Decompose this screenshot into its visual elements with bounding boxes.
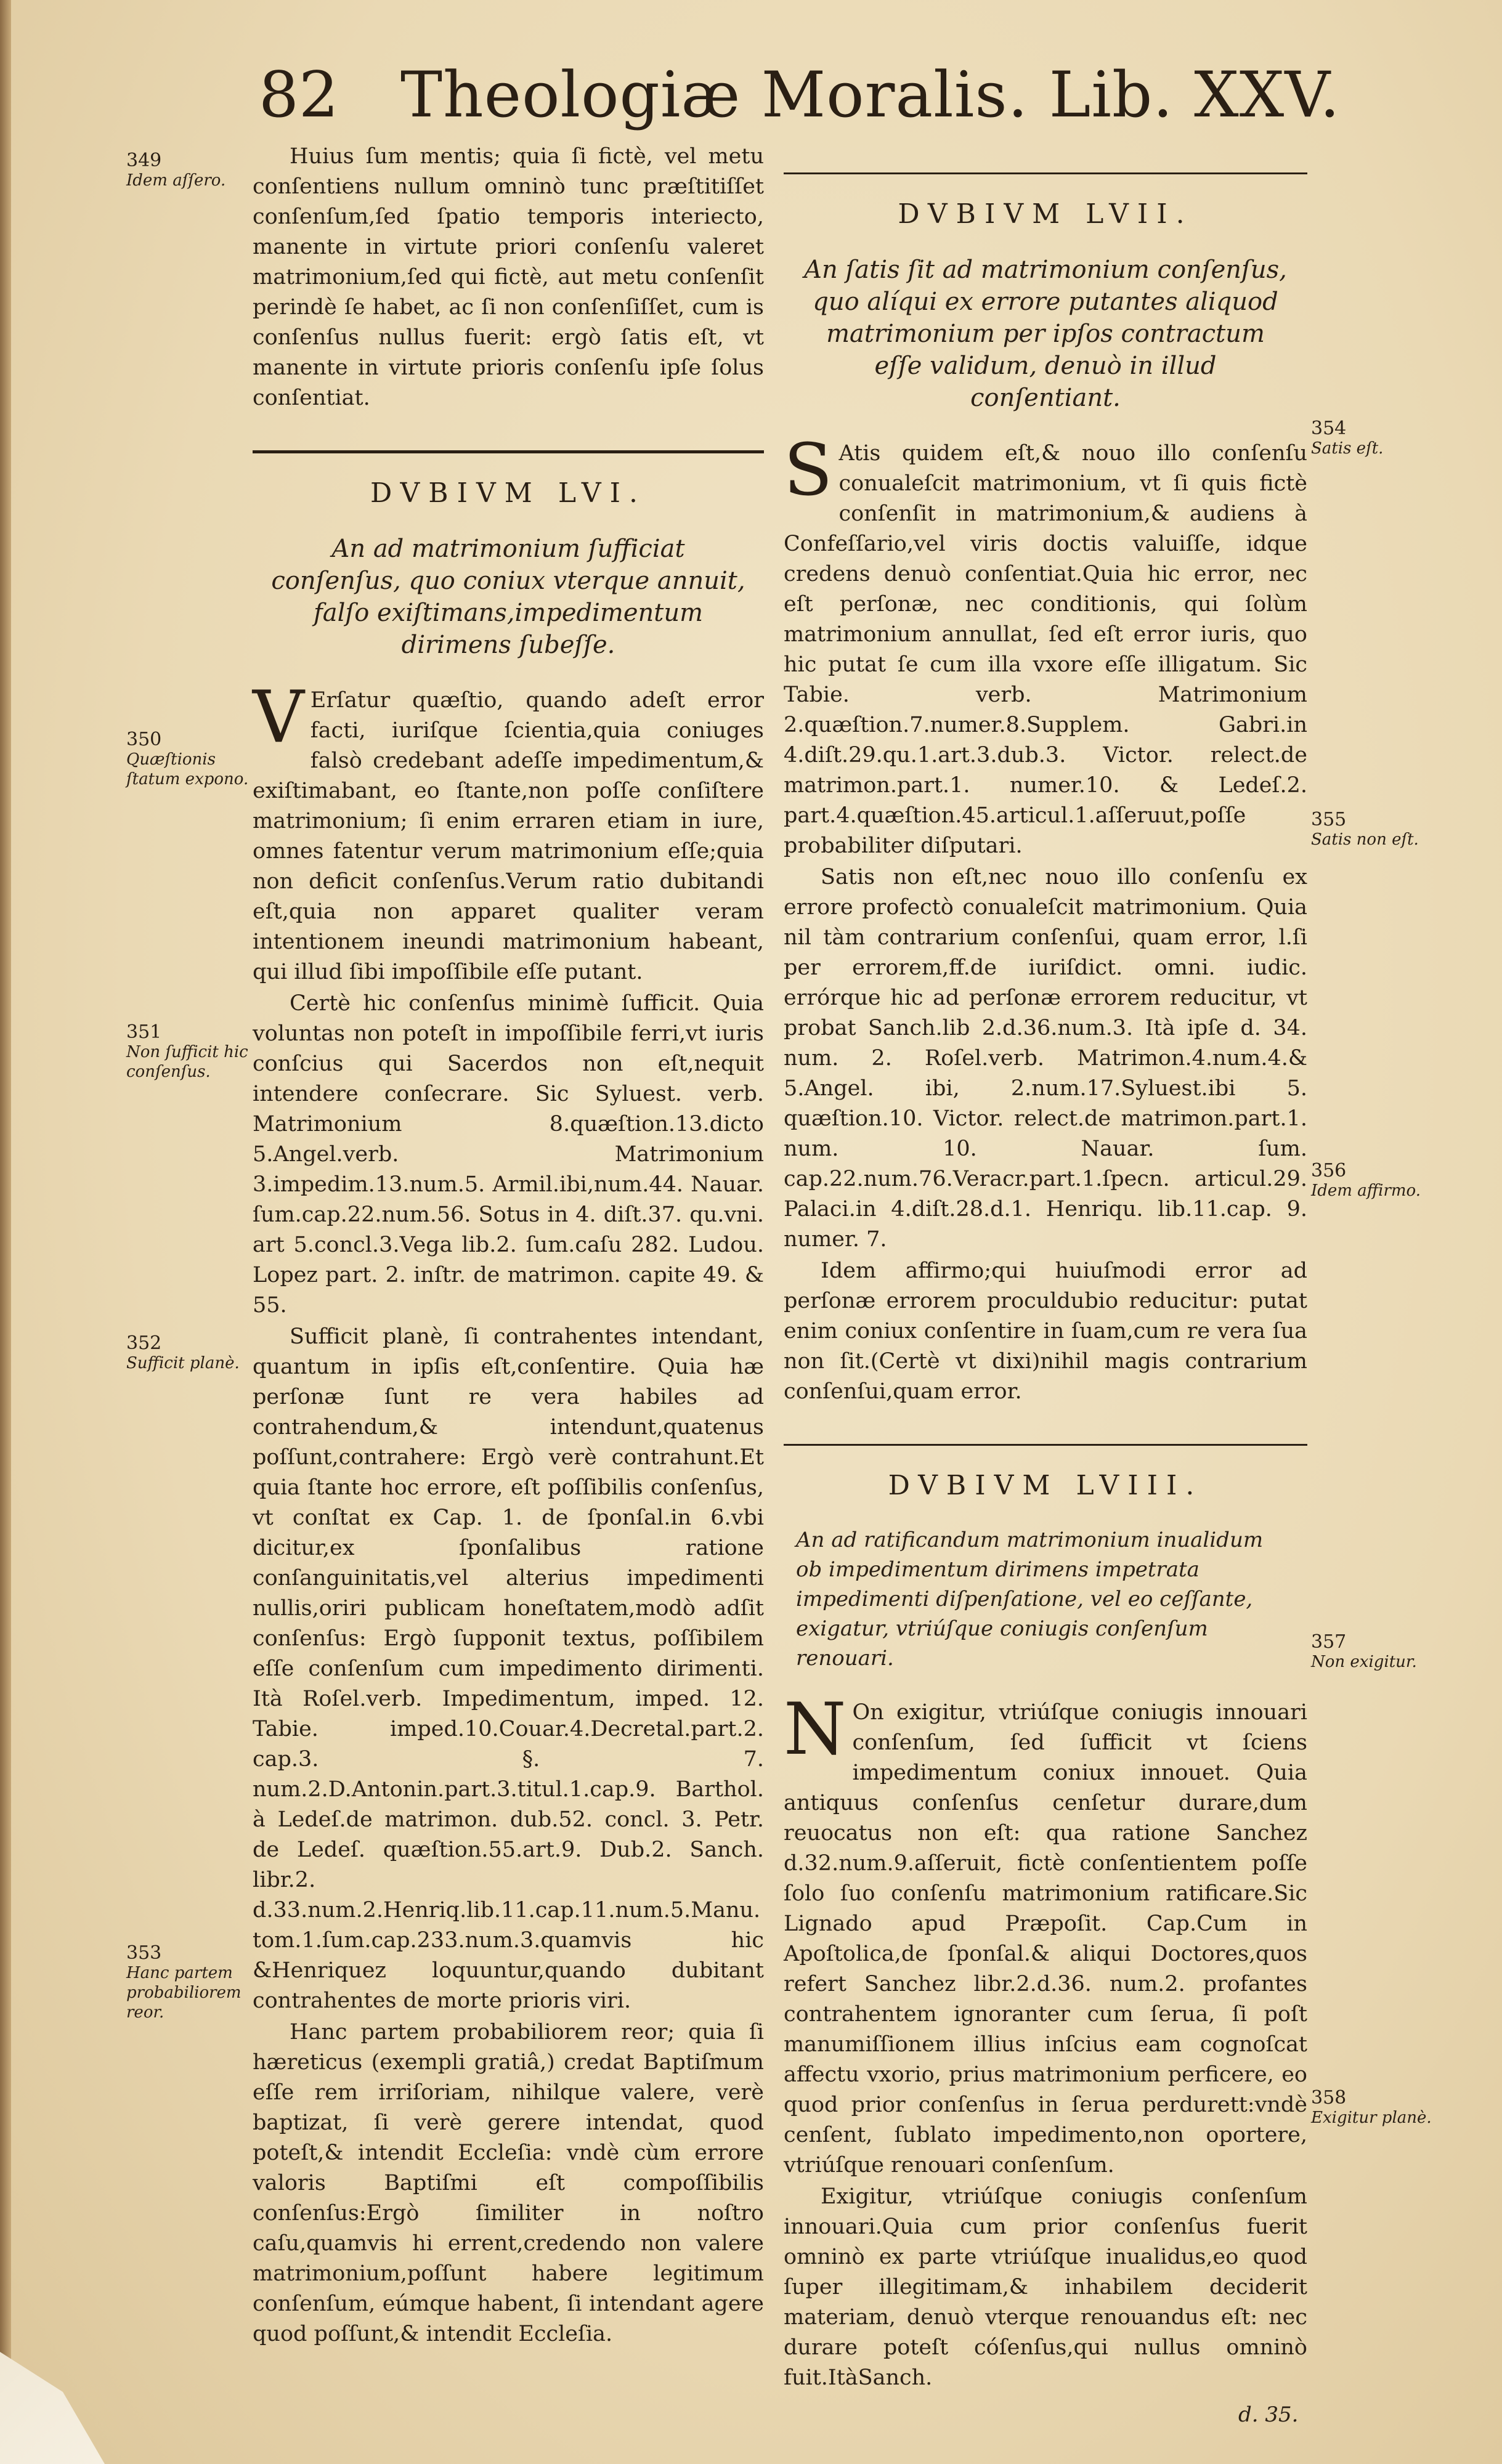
paragraph-352: Sufficit planè, ſi contrahentes intendant, quantum in ipſis eſt,conſentire. Quia hæ perſonæ ſunt re vera habiles ad contrahendum,& intendunt,quatenus poſſunt,contrahere: Ergò verè contrahunt.Et quia ſtante hoc errore, eſt poſſibilis conſenſus, vt conſtat ex Cap. 1. de ſponſal.in 6.vbi dicitur,ex ſponſalibus ratione conſanguinitatis,vel alterius impedimenti nullis,oriri publicam honeſtatem,modò adſit conſenſus: Ergò ſupponit textus, poſſibilem eſſe conſenſum cum impedimento dirimenti. Ità Roſel.verb. Impedimentum, imped. 12. Tabie. imped.10.Couar.4.Decretal.part.2. cap.3. §. 7. num.2.D.Antonin.part.3.titul.1.cap.9. Barthol. à Ledeſ.de matrimon. dub.52. concl. 3. Petr. de Ledeſ. quæſtion.55.art.9. Dub.2. Sanch. libr.2. d.33.num.2.Henriq.lib.11.cap.11.num.5.Manu. tom.1.ſum.cap.233.num.3.quamvis hic &Henriquez loquuntur,quando dubitant contrahentes de morte prioris viri. — [253, 1324, 764, 2013]
page-number: 82 — [259, 59, 339, 132]
paragraph-353: Hanc partem probabiliorem reor; quia ſi hæreticus (exempli gratiâ,) credat Baptiſmum eſſe rem irriſoriam, nihilque valere, verè baptizat, ſi verè gerere intendat, quod poteſt,& intendit Eccleſia: vndè cùm errore valoris Baptiſmi eſt compoſſibilis conſenſus:Ergò ſimiliter in noſtro caſu,quamvis hi errent,credendo non valere matrimonium,poſſunt habere legitimum conſenſum, eúmque habent, ſi intendant agere quod poſſunt,& intendit Eccleſia. — [253, 2020, 764, 2346]
left-column — [253, 142, 764, 2351]
dubium-56-heading: DVBIVM LVI. — [370, 477, 646, 509]
drop-cap: V — [253, 676, 304, 759]
margin-note-354: 354 Satis eſt. — [1311, 418, 1384, 458]
margin-note-352: 352 Sufficit planè. — [126, 1332, 240, 1372]
paragraph-358: Exigitur, vtriúſque coniugis conſenſum innouari.Quia cum prior conſenſus fuerit omninò ex parte vtriúſque inualidus,eo quod ſuper illegitimam,& inhabilem deciderit materiam, denuò vterque renouandus eſt: nec durare poteſt cóſenſus,qui nullus omninò fuit.ItàSanch. — [784, 2184, 1307, 2390]
margin-note-355: 355 Satis non eſt. — [1311, 809, 1419, 849]
dubium-57-question: An ſatis ſit ad matrimonium conſenſus, quo alíqui ex errore putantes aliquod matrimonium per ipſos contractum eſſe validum, denuò in illud conſentiant. — [804, 256, 1287, 412]
paragraph-355: Satis non eſt,nec nouo illo conſenſu ex errore profectò conualeſcit matrimonium. Quia nil tàm contrarium conſenſui, quam error, l.ſi per errorem,ff.de iuriſdict. omni. iudic. errórque hic ad perſonæ errorem reducitur, vt probat Sanch.lib 2.d.36.num.3. Ità ipſe d. 34. num. 2. Roſel.verb. Matrimon.4.num.4.& 5.Angel. ibi, 2.num.17.Syluest.ibi 5. quæſtion.10. Victor. relect.de matrimon.part.1. num. 10. Nauar. ſum. cap.22.num.76.Veracr.part.1.ſpecn. articul.29. Palaci.in 4.diſt.28.d.1. Henriqu. lib.11.cap. 9. numer. 7. — [784, 865, 1307, 1252]
margin-note-357: 357 Non exigitur. — [1311, 1631, 1417, 1671]
page-header — [259, 59, 1341, 139]
paragraph-351: Certè hic conſenſus minimè ſufficit. Quia voluntas non poteſt in impoſſibile ferri,vt iuris conſcius qui Sacerdos non eſt,nequit intendere conſecrare. Sic Syluest. verb. Matrimonium 8.quæſtion.13.dicto 5.Angel.verb. Matrimonium 3.impedim.13.num.5. Armil.ibi,num.44. Nauar. ſum.cap.22.num.56. Sotus in 4. diſt.37. qu.vni. art 5.concl.3.Vega lib.2. ſum.caſu 282. Ludou. Lopez part. 2. inſtr. de matrimon. capite 49. & 55. — [253, 991, 764, 1318]
dubium-56-question: An ad matrimonium ſufficiat conſenſus, quo coniux vterque annuit, falſo exiſtimans,impedimentum dirimens ſubeſſe. — [271, 535, 745, 659]
paragraph-354: S Atis quidem eſt,& nouo illo conſenſu conualeſcit matrimonium, vt ſi quis fictè conſenſit in matrimonium,& audiens à Confeſſario,vel viris doctis valuiſſe, idque credens denuò conſentiat.Quia hic error, nec eſt perſonæ, nec conditionis, qui ſolùm matrimonium annullat, ſed eſt error iuris, quo hic putat ſe cum illa vxore eſſe illigatum. Sic Tabie. verb. Matrimonium 2.quæſtion.7.numer.8.Supplem. Gabri.in 4.diſt.29.qu.1.art.3.dub.3. Victor. relect.de matrimon.part.1. numer.10. & Ledeſ.2. part.4.quæſtion.45.articul.1.aſſeruut,poſſe probabiliter diſputari. — [784, 429, 1307, 858]
section-rule — [253, 450, 764, 453]
margin-note-358: 358 Exigitur planè. — [1311, 2087, 1432, 2127]
book-binding-edge — [0, 0, 11, 2464]
drop-cap: N — [784, 1688, 846, 1771]
catchword: d. 35. — [1238, 2402, 1299, 2427]
torn-corner — [0, 2304, 105, 2464]
dubium-58-heading: DVBIVM LVIII. — [888, 1470, 1203, 1501]
right-column — [784, 154, 1307, 2394]
running-title: Theologiæ Moralis. Lib. XXV. — [400, 59, 1341, 132]
paragraph-349: Huius ſum mentis; quia ſi fictè, vel metu conſentiens nullum omninò tunc præſtitiſſet conſenſum,ſed ſpatio temporis interiecto, manente in virtute priori conſenſu valeret matrimonium,ſed qui fictè, aut metu conſenſit perindè ſe habet, ac ſi non conſenſiſſet, cum is conſenſus nullus fuerit: ergò ſatis eſt, vt manente in virtute prioris conſenſu ipſe ſolus conſentiat. — [253, 144, 764, 410]
drop-cap: S — [784, 429, 833, 512]
dubium-58-question: An ad ratificandum matrimonium inualidum ob impedimentum dirimens impetrata impedimenti diſpenſatione, vel eo ceſſante, exigatur, vtriúſque coniugis conſenſum renouari. — [796, 1528, 1264, 1671]
margin-note-350: 350 Quæſtionis ſtatum expono. — [126, 729, 249, 788]
margin-note-349: 349 Idem aſſero. — [126, 150, 226, 190]
margin-note-356: 356 Idem affirmo. — [1311, 1160, 1421, 1200]
dubium-57-heading: DVBIVM LVII. — [898, 198, 1193, 230]
paragraph-356: Idem affirmo;qui huiuſmodi error ad perſonæ errorem proculdubio reducitur: putat enim coniux conſentire in ſuam,cum re vera ſua non ſit.(Certè vt dixi)nihil magis contrarium conſenſui,quam error. — [784, 1258, 1307, 1404]
paragraph-357: N On exigitur, vtriúſque coniugis innouari conſenſum, ſed ſufficit vt ſciens impedimentum coniux innouet. Quia antiquus conſenſus cenſetur durare,dum reuocatus non eſt: qua ratione Sanchez d.32.num.9.aſſeruit, fictè conſentientem poſſe ſolo ſuo conſenſu matrimonium ratificare.Sic Lignado apud Præpoſit. Cap.Cum in Apoſtolica,de ſponſal.& aliqui Doctores,quos refert Sanchez libr.2.d.36. num.2. profantes contrahentem ignoranter cum ſerua, ſi poſt manumiſſionem illius inſcius eam cognoſcat affectu vxorio, prius matrimonium perficere, eo quod prior conſenſus in ſerua perdurett:vndè cenſent, ſublato impedimento,non oportere, vtriúſque renouari conſenſum. — [784, 1688, 1307, 2178]
margin-note-351: 351 Non ſufficit hic conſenſus. — [126, 1021, 248, 1081]
margin-note-353: 353 Hanc partem probabiliorem reor. — [126, 1942, 242, 2022]
section-rule — [784, 172, 1307, 174]
section-rule — [784, 1444, 1307, 1446]
paragraph-350: V Erſatur quæſtio, quando adeſt error facti, iuriſque ſcientia,quia coniuges falsò credebant adeſſe impedimentum,& exiſtimabant, eo ſtante,non poſſe conſiſtere matrimonium; ſi enim erraren etiam in iure, omnes fatentur verum matrimonium eſſe;quia non deficit conſenſus.Verum ratio dubitandi eſt,quia non apparet qualiter veram intentionem ineundi matrimonium habeant, qui illud ſibi impoſſibile eſſe putant. — [253, 676, 764, 984]
